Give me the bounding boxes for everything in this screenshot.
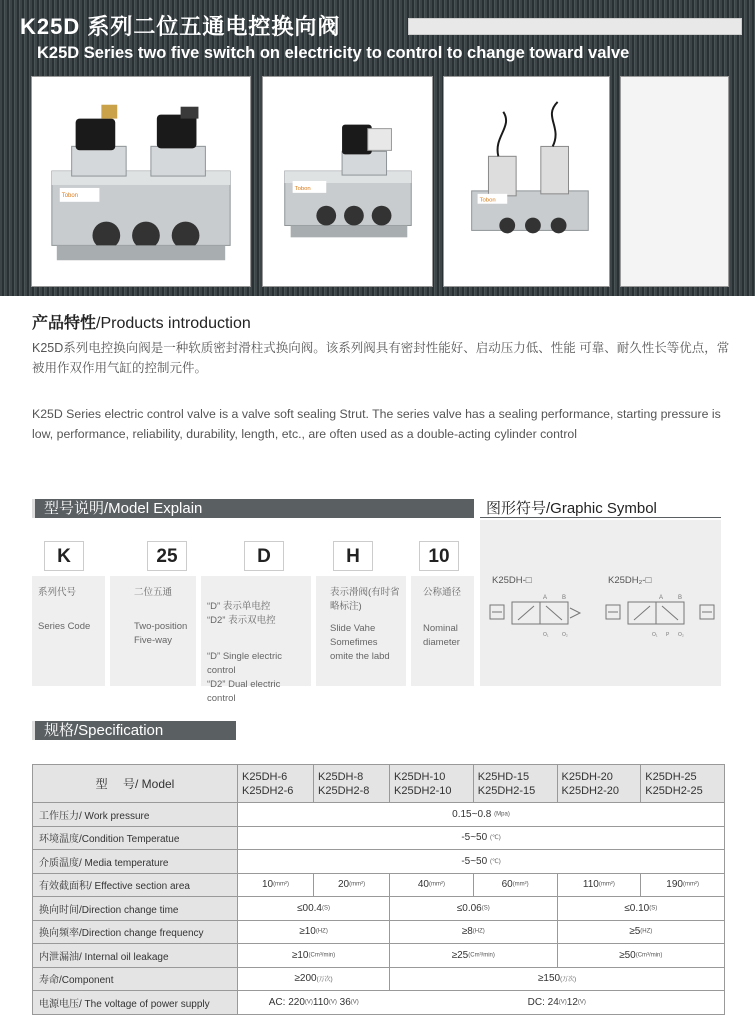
code-series-en: Series Code — [38, 621, 91, 632]
code-position-en: Two-position Five-way — [134, 621, 188, 646]
svg-text:Tobon: Tobon — [479, 197, 496, 204]
header-band — [0, 0, 755, 296]
product-photo-3 — [443, 76, 610, 287]
spec-row-leakage: 内泄漏油/ Internal oil leakage ≥10(Cm³/min) ≥25(Cm³/min) ≥50(Cm³/min) — [33, 944, 725, 968]
spec-model-15: K25HD-15 K25DH2-15 — [473, 765, 557, 803]
code-series-cn: 系列代号 — [38, 587, 77, 598]
spec-model-20: K25DH-20 K25DH2-20 — [557, 765, 641, 803]
valve-single-solenoid-image — [263, 77, 432, 286]
code-letter-10: 10 — [419, 541, 459, 571]
code-col-slide — [316, 576, 406, 686]
specification-bar — [32, 721, 236, 740]
code-control-en: “D” Single electric control “D2” Dual electric control — [207, 651, 282, 704]
svg-text:O₁: O₁ — [652, 632, 658, 638]
code-col-diameter — [411, 576, 474, 686]
svg-text:O₂: O₂ — [562, 632, 568, 638]
product-photo-1 — [31, 76, 251, 287]
valve-double-solenoid-image — [32, 77, 250, 286]
spec-model-header: 型 号/ Model — [33, 765, 238, 803]
svg-text:B: B — [562, 595, 567, 601]
code-slide-cn: 表示滑阀(有时省略标注) — [330, 587, 400, 612]
spec-row-life: 寿命/Component ≥200(万次) ≥150(万次) — [33, 967, 725, 991]
code-slide-en: Slide Vahe Somefimes omite the labd — [330, 623, 390, 662]
code-letter-h: H — [333, 541, 373, 571]
product-photo-blank — [620, 76, 729, 287]
svg-text:P: P — [666, 632, 670, 638]
spec-table — [32, 764, 725, 1015]
svg-text:Tobon: Tobon — [294, 185, 311, 192]
symbol-label-1: K25DH-□ — [492, 575, 532, 586]
symbol-label-2: K25DH₂-□ — [608, 575, 652, 586]
spec-model-25: K25DH-25 K25DH2-25 — [641, 765, 725, 803]
code-col-series — [32, 576, 105, 686]
valve-coil-image — [444, 77, 609, 286]
code-position-cn: 二位五通 — [134, 587, 173, 598]
svg-text:Tobon: Tobon — [61, 192, 78, 199]
spec-row-pressure: 工作压力/ Work pressure 0.15~0.8 (Mpa) — [33, 803, 725, 827]
title-en: K25D Series two five switch on electricity to control to change toward valve — [37, 44, 630, 62]
intro-paragraph-cn: K25D系列电控换向阀是一种软质密封滑柱式换向阀。该系列阀具有密封性能好、启动压力低、性能 可靠、耐久性长等优点，常被用作双作用气缸的控制元件。 — [32, 341, 730, 375]
title-cn: K25D 系列二位五通电控换向阀 — [20, 14, 341, 39]
graphic-symbol-title: 图形符号/Graphic Symbol — [486, 500, 657, 517]
intro-paragraph-en: K25D Series electric control valve is a valve soft sealing Strut. The series valve has a sealing performance, starting pressure is low, performance, reliability, durability, length, etc., are often used as a double-acting cylinder control — [32, 407, 721, 441]
spec-row-dctime: 换向时间/Direction change time ≤00.4(S) ≤0.06(S) ≤0.10(S) — [33, 897, 725, 921]
spec-row-frequency: 换向频率/Direction change frequency ≥10(HZ) ≥8(HZ) ≥5(HZ) — [33, 920, 725, 944]
intro-heading-cn: 产品特性 — [32, 315, 97, 332]
spec-model-6: K25DH-6 K25DH2-6 — [238, 765, 314, 803]
code-letter-k: K — [44, 541, 84, 571]
intro-heading — [32, 310, 251, 333]
product-photo-2 — [262, 76, 433, 287]
code-letter-d: D — [244, 541, 284, 571]
svg-text:O₂: O₂ — [678, 632, 684, 638]
spec-row-media: 介质温度/ Media temperature -5~50 (℃) — [33, 850, 725, 874]
intro-heading-en: /Products introduction — [96, 315, 251, 332]
svg-text:O₁: O₁ — [543, 632, 549, 638]
code-letter-25: 25 — [147, 541, 187, 571]
svg-text:A: A — [543, 595, 548, 601]
model-explain-title: 型号说明/Model Explain — [44, 500, 203, 517]
graphic-symbol-bar — [480, 499, 721, 518]
symbol-double-solenoid — [604, 590, 719, 640]
code-diameter-en: Nominal diameter — [423, 623, 460, 648]
specification-title: 规格/Specification — [44, 722, 164, 739]
code-col-position — [110, 576, 196, 686]
svg-text:A: A — [659, 595, 664, 601]
symbol-single-solenoid — [488, 590, 598, 640]
spec-row-voltage: 电源电压/ The voltage of power supply AC: 220(V)110(V) 36(V) DC: 24(V)12(V) — [33, 991, 725, 1015]
svg-text:B: B — [678, 595, 683, 601]
title-decor-bar — [408, 18, 742, 35]
model-explain-bar — [32, 499, 474, 518]
graphic-symbol-area — [480, 520, 721, 686]
spec-model-8: K25DH-8 K25DH2-8 — [314, 765, 390, 803]
code-col-control — [201, 576, 311, 704]
spec-row-area: 有效截面积/ Effective section area 10(mm²) 20(mm²) 40(mm²) 60(mm²) 110(mm²) 190(mm²) — [33, 873, 725, 897]
code-control-cn: “D” 表示单电控 “D2” 表示双电控 — [207, 601, 276, 626]
code-diameter-cn: 公称通径 — [423, 587, 462, 598]
spec-row-temperature: 环境温度/Condition Temperatue -5~50 (℃) — [33, 826, 725, 850]
spec-header-row — [33, 765, 725, 803]
spec-model-10: K25DH-10 K25DH2-10 — [390, 765, 474, 803]
